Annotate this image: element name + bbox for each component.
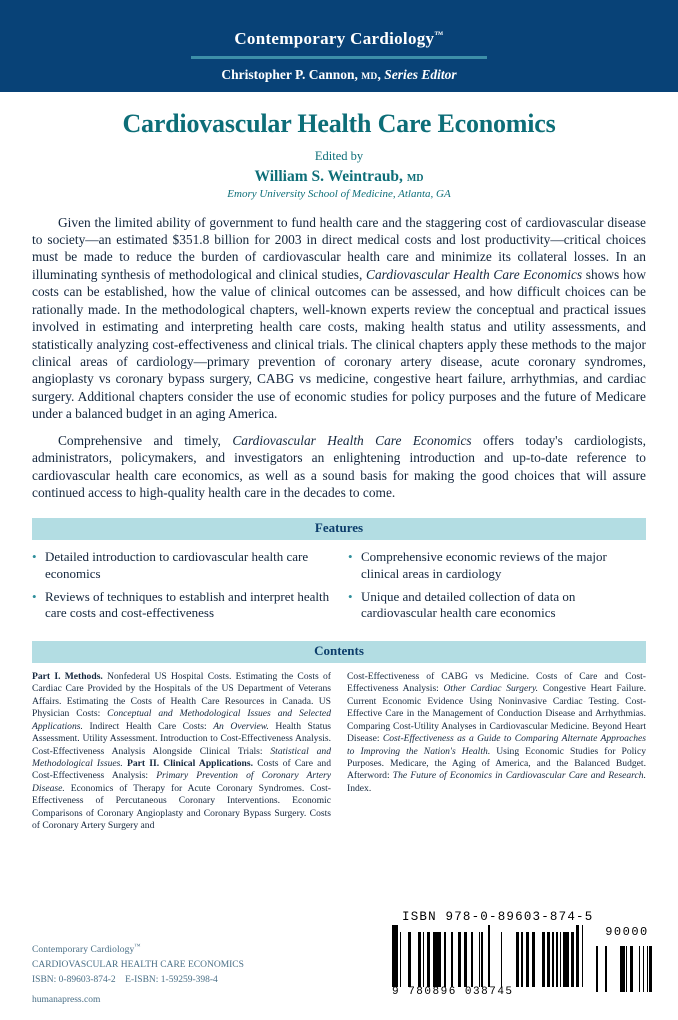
ean13-barcode xyxy=(392,925,584,998)
contents-section-header: Contents xyxy=(32,641,646,663)
feature-text: Detailed introduction to cardiovascular health care economics xyxy=(45,549,309,581)
features-list xyxy=(32,549,646,629)
book-editor-name: William S. Weintraub, xyxy=(254,168,403,186)
header-divider-rule xyxy=(191,56,487,59)
series-editor-name: Christopher P. Cannon, xyxy=(221,67,358,82)
features-column-right xyxy=(348,549,646,629)
bullet-icon: • xyxy=(32,589,37,605)
series-editor-role: Series Editor xyxy=(384,67,457,82)
blurb-paragraph-1 xyxy=(32,214,646,423)
bullet-icon: • xyxy=(348,589,353,605)
cover-footer xyxy=(0,895,678,1020)
title-block xyxy=(0,92,678,200)
contents-listing xyxy=(32,671,646,833)
ean13-bars xyxy=(392,925,584,987)
back-cover-blurb xyxy=(32,200,646,502)
trademark-symbol: ™ xyxy=(434,29,444,40)
barcode-group xyxy=(392,925,660,998)
blurb-p1-part-b: shows how costs can be established, how the value of clinical outcomes can be assessed, and how difficult choices can be rationally made. In the methodological chapters, well-known experts review the conceptual and practical issues involved in estimating and interpreting health care costs, making health status and utility assessments, and statistically analyzing cost-effectiveness and clinical trials. The clinical chapters apply these methods to the major clinical areas of cardiology—primary prevention of coronary artery disease, acute coronary syndromes, angioplasty vs coronary bypass surgery, CABG vs medicine, congestive heart failure, arrhythmias, and cardiac surgery. Additional chapters consider the use of economic studies for policy purposes and the future of Medicare under a balanced budget in an aging America. xyxy=(32,266,646,422)
book-editor-degree: MD xyxy=(406,173,424,185)
bullet-icon: • xyxy=(348,549,353,565)
barcode-area xyxy=(392,910,660,998)
ean5-addon-barcode xyxy=(596,925,658,992)
bullet-icon: • xyxy=(32,549,37,565)
feature-item xyxy=(348,549,646,582)
footer-series-text: Contemporary Cardiology xyxy=(32,945,135,956)
blurb-p2-part-a: Comprehensive and timely, xyxy=(58,432,233,448)
footer-book-title-line: CARDIOVASCULAR HEALTH CARE ECONOMICS xyxy=(32,959,244,970)
blurb-p1-part-a: Given the limited ability of government to fund health care and the staggering cost of cardiovascular disease to society—an estimated $351.8 billion for 2003 in direct medical costs and lost productivity—critical choices must be made to reduce the burden of cardiovascular health care and minimize its collateral losses. In an illuminating synthesis of methodological and clinical studies, xyxy=(32,214,646,282)
contents-column-left: Part I. Methods. Nonfederal US Hospital Costs. Estimating the Costs of Cardiac Care Provided by the Hospitals of the US Department of Veterans Affairs. Estimating the Costs of Health Care Resources in Canada. US Physician Costs: Conceptual and Methodological Issues and Selected Applications. Indirect Health Care Costs: An Overview. Health Status Assessment. Utility Assessment. Introduction to Cost-Effectiveness Analysis. Cost-Effectiveness Analysis Alongside Clinical Trials: Statistical and Methodological Issues. Part II. Clinical Applications. Costs of Care and Cost-Effectiveness Analysis: Primary Prevention of Coronary Artery Disease. Economics of Therapy for Acute Coronary Syndromes. Cost-Effectiveness of Percutaneous Coronary Interventions. Economic Comparisons of Coronary Angioplasty and Coronary Bypass Surgery. Costs of Coronary Artery Surgery and xyxy=(32,670,332,832)
publisher-website-link[interactable]: humanapress.com xyxy=(32,995,101,1006)
ean13-digits: 9 780896 038745 xyxy=(392,986,514,998)
blurb-p1-italic-title: Cardiovascular Health Care Economics xyxy=(366,266,583,282)
features-section-header: Features xyxy=(32,518,646,540)
footer-isbn: ISBN: 0-89603-874-2 xyxy=(32,974,116,985)
footer-isbn-line xyxy=(32,973,244,988)
contents-column-right: Cost-Effectiveness of CABG vs Medicine. Costs of Care and Cost-Effectiveness Analysis: Other Cardiac Surgery. Congestive Heart Failure. Current Economic Evidence Using Noninvasive Cardiac Testing. Cost-Effective Care in the Management of Conduction Disease and Arrhythmias. Comparing Cost-Utility Analyses in Cardiovascular Medicine. Beyond Heart Disease: Cost-Effectiveness as a Guide to Comparing Alternate Approaches to Improving the Nation's Health. Using Economic Studies for Policy Purposes. Medicare, the Aging of America, and the Balanced Budget. Afterword: The Future of Economics in Cardiovascular Care and Research. Index. xyxy=(347,670,646,794)
feature-text: Comprehensive economic reviews of the major clinical areas in cardiology xyxy=(361,549,607,581)
feature-item xyxy=(348,589,646,622)
publisher-info-block xyxy=(32,942,244,1008)
trademark-symbol: ™ xyxy=(134,942,141,950)
feature-text: Reviews of techniques to establish and interpret health care costs and cost-effectiveness xyxy=(45,589,330,621)
footer-series-line xyxy=(32,942,244,958)
ean5-bars xyxy=(596,940,658,992)
edited-by-label: Edited by xyxy=(314,148,364,163)
feature-text: Unique and detailed collection of data on cardiovascular health care economics xyxy=(361,589,576,621)
blurb-p2-italic-title: Cardiovascular Health Care Economics xyxy=(232,432,472,448)
blurb-p2-part-b: offers today's cardiologists, administrators, policymakers, and investigators an enlightening introduction and up-to-date reference to cardiovascular health care economics, as well as a sound basis for making the good choices that will assure continued access to high-quality health care in the decades to come. xyxy=(32,432,646,500)
series-title-text: Contemporary Cardiology xyxy=(234,29,435,48)
series-editor-degree: MD xyxy=(361,72,378,82)
book-editor-line xyxy=(0,169,678,185)
footer-eisbn: E-ISBN: 1-59259-398-4 xyxy=(125,974,218,985)
barcode-isbn-label: ISBN 978-0-89603-874-5 xyxy=(402,910,594,924)
ean5-digits: 90000 xyxy=(605,925,649,939)
book-title: Cardiovascular Health Care Economics xyxy=(122,109,556,138)
series-title xyxy=(0,0,678,47)
series-header-band xyxy=(0,0,678,92)
features-column-left xyxy=(32,549,330,629)
series-editor-line: Christopher P. Cannon, MD, Series Editor xyxy=(221,67,457,82)
feature-item xyxy=(32,549,330,582)
blurb-paragraph-2 xyxy=(32,432,646,502)
book-editor-affiliation: Emory University School of Medicine, Atlanta, GA xyxy=(227,187,451,200)
feature-item xyxy=(32,589,330,622)
